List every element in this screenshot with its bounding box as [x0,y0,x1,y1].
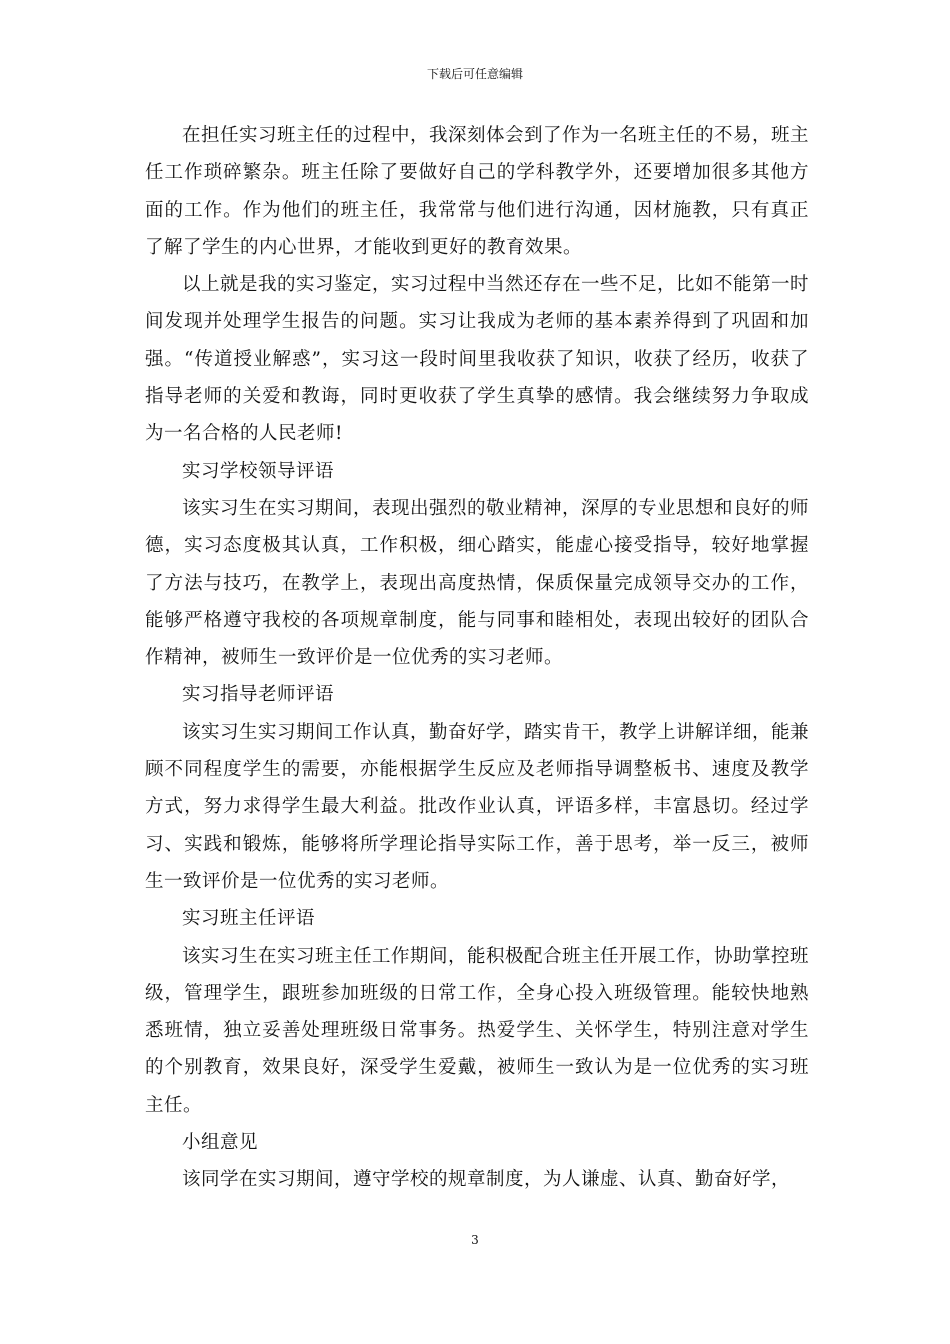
heading-advisor-comment: 实习指导老师评语 [182,684,335,706]
paragraph-head-teacher-comment: 该实习生在实习班主任工作期间，能积极配合班主任开展工作，协助掌控班级，管理学生，跟班参加班级的日常工作，全身心投入班级管理。能较快地熟悉班情，独立妥善处理班级日常事务。热爱学生、关怀学生，特别注意对学生的个别教育，效果良好，深受学生爱戴，被师生一致认为是一位优秀的实习班主任。 [145,945,810,1116]
page-number: 3 [471,1233,479,1247]
page-header-note: 下载后可任意编辑 [426,67,523,81]
paragraph-internship-summary: 以上就是我的实习鉴定，实习过程中当然还存在一些不足，比如不能第一时间发现并处理学生报告的问题。实习让我成为老师的基本素养得到了巩固和加强。“传道授业解惑”，实习这一段时间里我收获了知识，收获了经历，收获了指导老师的关爱和教诲，同时更收获了学生真挚的感情。我会继续努力争取成为一名合格的人民老师! [145,274,810,445]
heading-group-opinion: 小组意见 [182,1132,259,1154]
paragraph-group-opinion: 该同学在实习期间，遵守学校的规章制度，为人谦虚、认真、勤奋好学， [182,1169,791,1191]
heading-head-teacher-comment: 实习班主任评语 [182,908,316,930]
paragraph-advisor-comment: 该实习生实习期间工作认真，勤奋好学，踏实肯干，教学上讲解详细，能兼顾不同程度学生的需要，亦能根据学生反应及老师指导调整板书、速度及教学方式，努力求得学生最大利益。批改作业认真，评语多样，丰富恳切。经过学习、实践和锻炼，能够将所学理论指导实际工作，善于思考，举一反三，被师生一致评价是一位优秀的实习老师。 [145,721,810,892]
paragraph-school-leader-comment: 该实习生在实习期间，表现出强烈的敬业精神，深厚的专业思想和良好的师德，实习态度极其认真，工作积极，细心踏实，能虚心接受指导，较好地掌握了方法与技巧，在教学上，表现出高度热情，保质保量完成领导交办的工作，能够严格遵守我校的各项规章制度，能与同事和睦相处，表现出较好的团队合作精神，被师生一致评价是一位优秀的实习老师。 [145,497,810,669]
paragraph-head-teacher-experience: 在担任实习班主任的过程中，我深刻体会到了作为一名班主任的不易，班主任工作琐碎繁杂。班主任除了要做好自己的学科教学外，还要增加很多其他方面的工作。作为他们的班主任，我常常与他们进行沟通，因材施教，只有真正了解了学生的内心世界，才能收到更好的教育效果。 [145,125,810,258]
document-body [145,117,809,1199]
heading-school-leader-comment: 实习学校领导评语 [182,460,335,482]
